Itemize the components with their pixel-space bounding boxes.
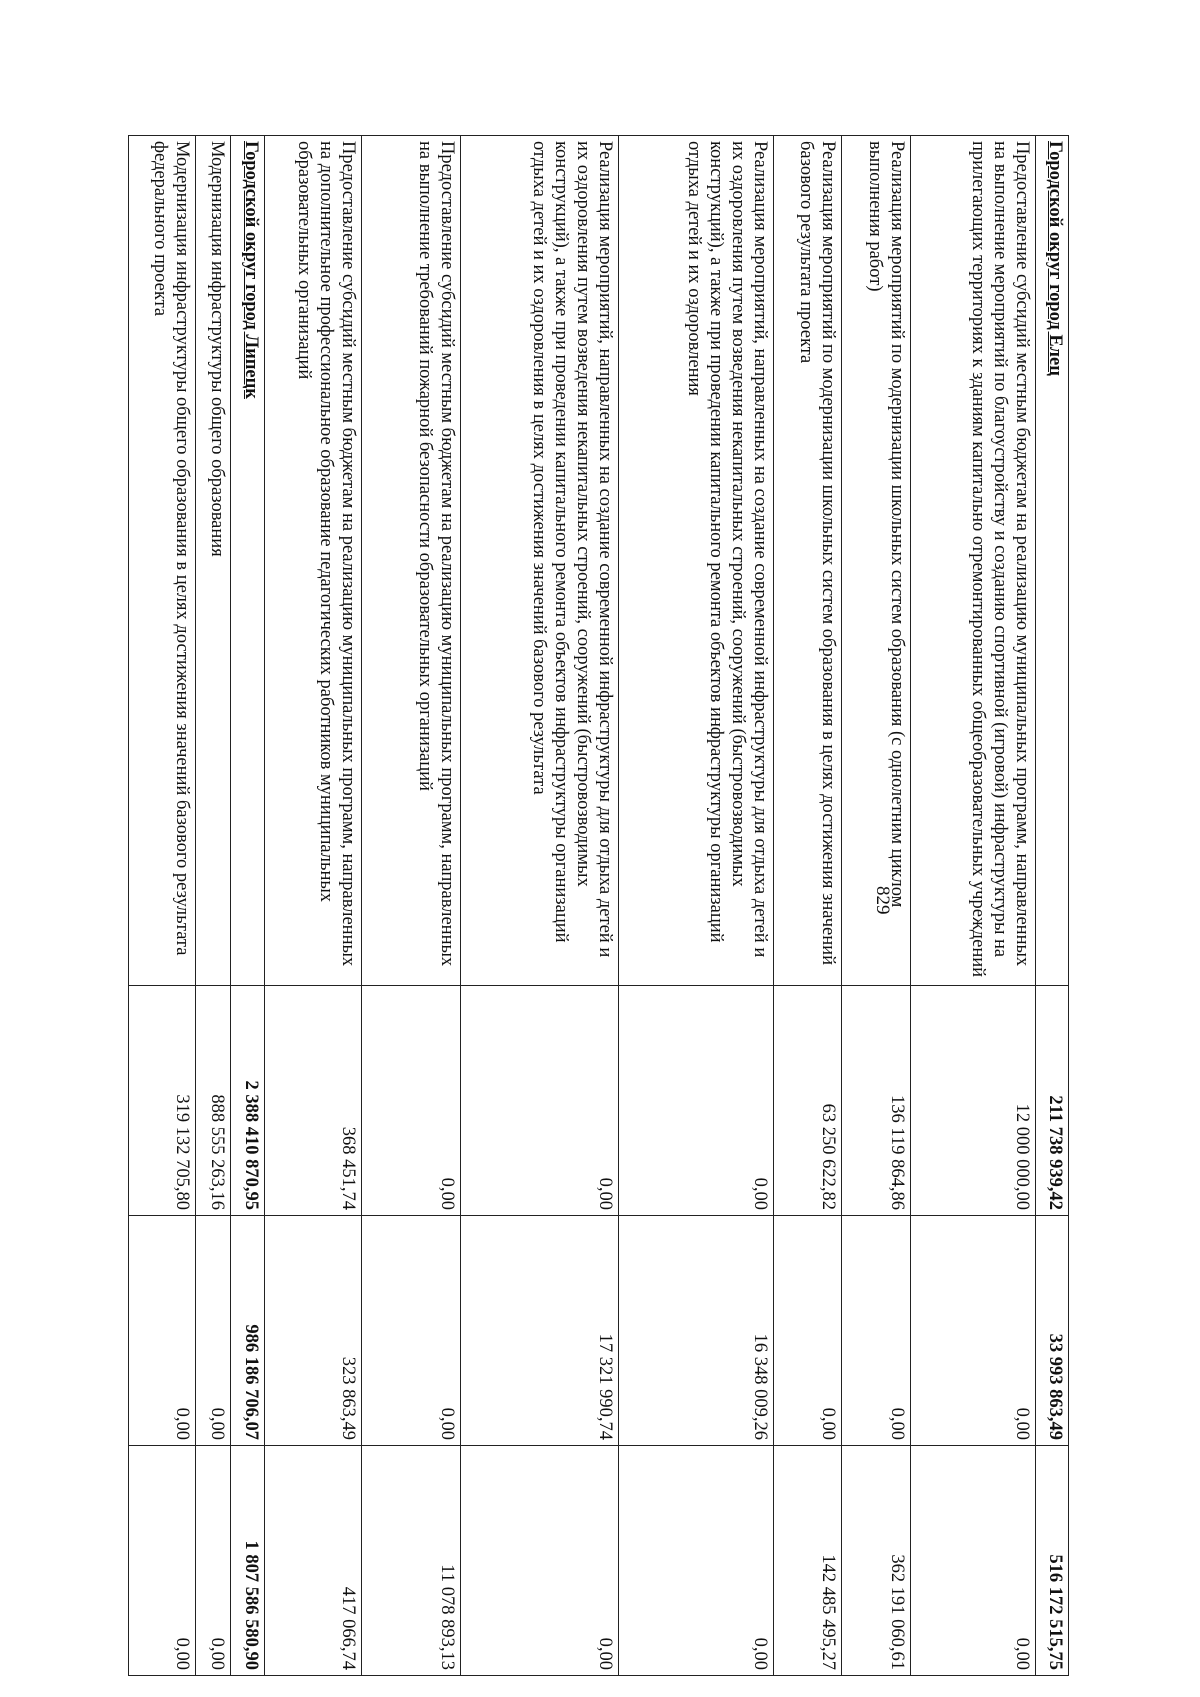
row-value-2: 0,00 — [910, 1216, 1035, 1446]
table-row — [841, 136, 910, 1676]
table-row — [461, 136, 619, 1676]
row-name: Реализация мероприятий по модернизации школьных систем образования (с однолетним циклом выполнения работ) — [841, 136, 910, 986]
row-name: Предоставление субсидий местным бюджетам на реализацию муниципальных программ, направленных на выполнение мероприятий по благоустройству и созданию спортивной (игровой) инфраструктуры на прилегающих территориях к зданиям капитально отремонтированных общеобразовательных учреждений — [910, 136, 1035, 986]
table-row — [230, 136, 264, 1676]
row-value-3: 516 172 515,75 — [1036, 1446, 1069, 1676]
table-row — [129, 136, 196, 1676]
row-value-2: 0,00 — [195, 1216, 230, 1446]
row-name: Реализация мероприятий, направленных на создание современной инфраструктуры для отдыха детей и их оздоровления путем возведения некапитальных строений, сооружений (быстровозводимых конструкций), а также при проведении капитального ремонта объектов инфраструктуры организаций отдыха детей и их оздоровления в целях достижения значений базового результата — [461, 136, 619, 986]
row-name: Модернизация инфраструктуры общего образования — [195, 136, 230, 986]
page-number: 829 — [872, 886, 893, 915]
row-value-3: 1 807 586 580,90 — [230, 1446, 264, 1676]
row-name: Предоставление субсидий местным бюджетам на реализацию муниципальных программ, направленных на дополнительное профессиональное образование педагогических работников муниципальных образовательных организаций — [264, 136, 361, 986]
table-row — [264, 136, 361, 1676]
row-value-2: 0,00 — [774, 1216, 842, 1446]
row-name: Реализация мероприятий по модернизации школьных систем образования в целях достижения значений базового результата проекта — [774, 136, 842, 986]
row-value-3: 142 485 495,27 — [774, 1446, 842, 1676]
table-row — [361, 136, 460, 1676]
row-value-1: 0,00 — [619, 986, 774, 1216]
row-value-3: 0,00 — [195, 1446, 230, 1676]
row-name: Предоставление субсидий местным бюджетам на реализацию муниципальных программ, направленных на выполнение требований пожарной безопасности образовательных организаций — [361, 136, 460, 986]
rotated-page — [128, 135, 1069, 1675]
row-value-1: 12 000 000,00 — [910, 986, 1035, 1216]
row-value-1: 2 388 410 870,95 — [230, 986, 264, 1216]
row-value-2: 16 348 009,26 — [619, 1216, 774, 1446]
row-value-2: 17 321 990,74 — [461, 1216, 619, 1446]
row-value-3: 0,00 — [129, 1446, 196, 1676]
row-name: Городской округ город Елец — [1036, 136, 1069, 986]
row-name: Городской округ город Липецк — [230, 136, 264, 986]
table-row — [1036, 136, 1069, 1676]
table-row — [910, 136, 1035, 1676]
row-value-1: 319 132 705,80 — [129, 986, 196, 1216]
row-value-2: 323 863,49 — [264, 1216, 361, 1446]
row-value-2: 33 993 863,49 — [1036, 1216, 1069, 1446]
row-value-1: 888 555 263,16 — [195, 986, 230, 1216]
row-name: Модернизация инфраструктуры общего образования в целях достижения значений базового результата федерального проекта — [129, 136, 196, 986]
table-row — [619, 136, 774, 1676]
row-value-2: 0,00 — [841, 1216, 910, 1446]
row-value-3: 0,00 — [910, 1446, 1035, 1676]
row-value-2: 0,00 — [129, 1216, 196, 1446]
table-row — [195, 136, 230, 1676]
row-value-1: 211 738 939,42 — [1036, 986, 1069, 1216]
row-value-1: 0,00 — [361, 986, 460, 1216]
row-name: Реализация мероприятий, направленных на создание современной инфраструктуры для отдыха детей и их оздоровления путем возведения некапитальных строений, сооружений (быстровозводимых конструкций), а также при проведении капитального ремонта объектов инфраструктуры организаций отдыха детей и их оздоровления — [619, 136, 774, 986]
row-value-3: 11 078 893,13 — [361, 1446, 460, 1676]
row-value-2: 986 186 706,07 — [230, 1216, 264, 1446]
row-value-3: 417 066,74 — [264, 1446, 361, 1676]
row-value-1: 63 250 622,82 — [774, 986, 842, 1216]
row-value-3: 0,00 — [619, 1446, 774, 1676]
row-value-1: 368 451,74 — [264, 986, 361, 1216]
row-value-1: 0,00 — [461, 986, 619, 1216]
row-value-3: 362 191 060,61 — [841, 1446, 910, 1676]
row-value-2: 0,00 — [361, 1216, 460, 1446]
budget-table — [128, 135, 1069, 1676]
table-row — [774, 136, 842, 1676]
row-value-3: 0,00 — [461, 1446, 619, 1676]
row-value-1: 136 119 864,86 — [841, 986, 910, 1216]
